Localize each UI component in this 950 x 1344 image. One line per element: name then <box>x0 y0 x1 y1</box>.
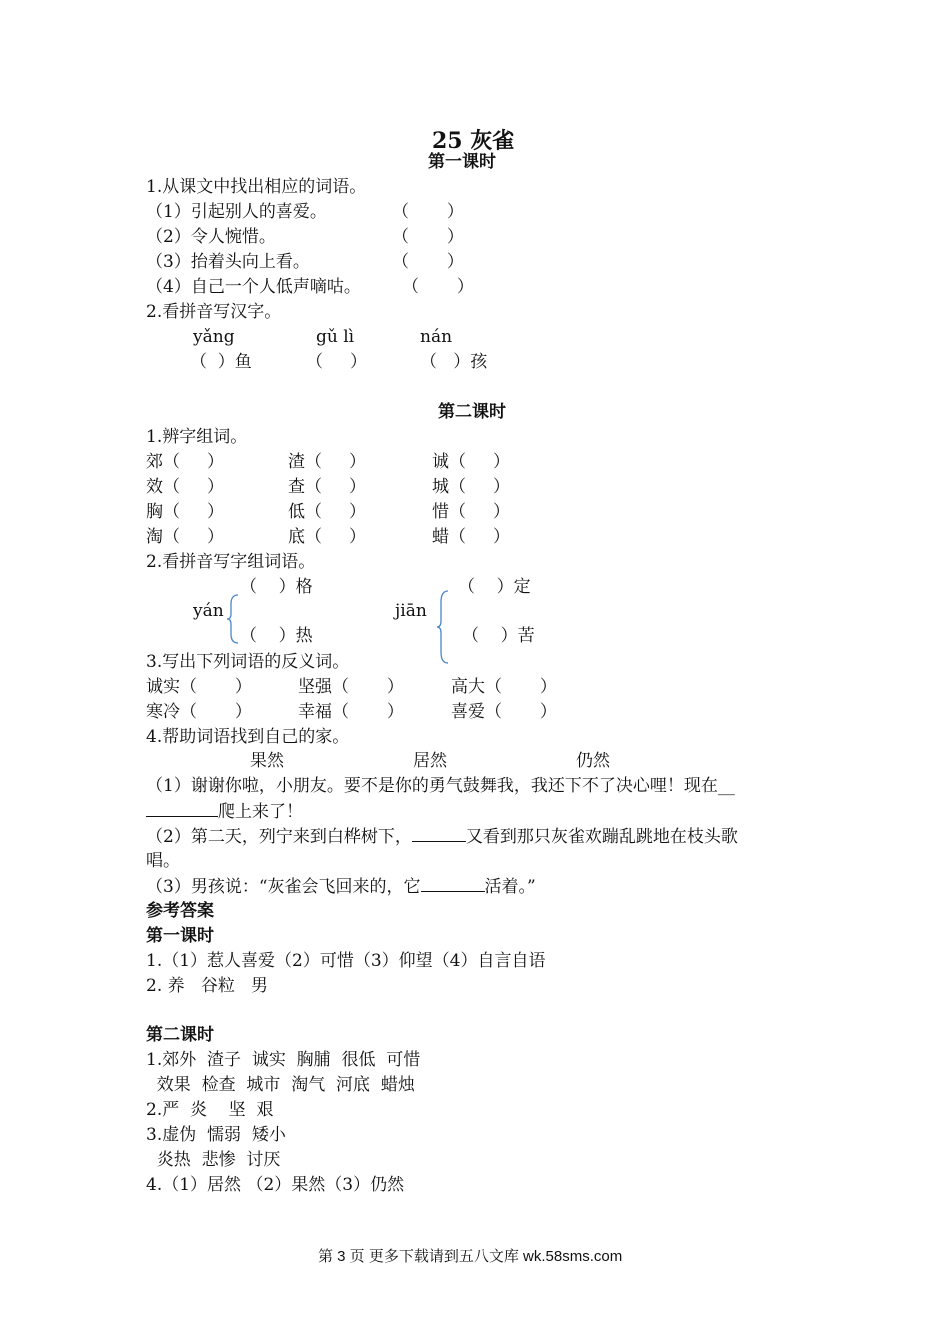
pinyin: nán <box>420 327 453 347</box>
answer-line: 1.（1）惹人喜爱（2）可惜（3）仰望（4）自言自语 <box>146 951 546 971</box>
answer-blank: （ ） <box>392 252 464 272</box>
sentence-1: （1）谢谢你啦，小朋友。要不是你的勇气鼓舞我，我还下不了决心哩！现在__ <box>146 776 735 796</box>
pinyin: yán <box>193 601 224 621</box>
char: 底 <box>288 527 305 547</box>
char: 惜 <box>432 502 449 522</box>
pinyin-blank: （ ） <box>306 352 368 372</box>
page-title: 25 灰雀 <box>432 128 515 154</box>
char-cell <box>146 476 224 498</box>
group-top: （ ）格 <box>240 577 313 597</box>
group-bottom: （ ）热 <box>240 626 313 646</box>
answer-blank: （ ） <box>449 527 511 547</box>
sentence-3: （3）男孩说：“灰雀会飞回来的，它 活着。” <box>146 877 536 897</box>
answer-line: 2.严 炎 坚 艰 <box>146 1100 274 1120</box>
char-cell <box>432 451 510 473</box>
answer-line: 4.（1）居然 （2）果然（3）仍然 <box>146 1175 405 1195</box>
char: 查 <box>288 477 305 497</box>
l1-q1-item: （3）抬着头向上看。 <box>146 252 310 272</box>
group-top: （ ）定 <box>458 577 531 597</box>
answer-blank: （ ） <box>305 477 367 497</box>
char: 淘 <box>146 527 163 547</box>
answer-blank: （ ） <box>402 277 474 297</box>
fill-blank <box>412 825 466 842</box>
fill-blank <box>421 875 485 892</box>
char: 低 <box>288 502 305 522</box>
pinyin: yǎng <box>193 327 235 347</box>
answers-heading: 参考答案 <box>146 901 214 921</box>
answers-lesson1: 第一课时 <box>146 926 214 946</box>
brace-icon <box>226 594 240 644</box>
word-bank-item: 果然 <box>250 751 284 771</box>
char-cell <box>432 501 510 523</box>
antonym-cell: 坚强（ ） <box>298 677 404 697</box>
char-cell <box>288 526 366 548</box>
answer-blank: （ ） <box>163 527 225 547</box>
char: 城 <box>432 477 449 497</box>
antonym-cell: 诚实（ ） <box>146 677 252 697</box>
answer-blank: （ ） <box>449 452 511 472</box>
answer-blank: （ ） <box>449 477 511 497</box>
char-cell <box>288 451 366 473</box>
answer-blank: （ ） <box>392 202 464 222</box>
char-cell <box>288 476 366 498</box>
char-cell <box>146 451 224 473</box>
pinyin: jiān <box>395 601 427 621</box>
l1-question-1: 1.从课文中找出相应的词语。 <box>146 177 367 197</box>
char: 渣 <box>288 452 305 472</box>
char: 蜡 <box>432 527 449 547</box>
answer-blank: （ ） <box>305 502 367 522</box>
char-cell <box>432 476 510 498</box>
lesson1-heading: 第一课时 <box>428 152 496 172</box>
l2-question-4: 4.帮助词语找到自己的家。 <box>146 727 350 747</box>
sentence-1-cont: 爬上来了！ <box>146 800 303 823</box>
word-bank-item: 仍然 <box>576 751 610 771</box>
answer-blank: （ ） <box>305 527 367 547</box>
lesson2-heading: 第二课时 <box>438 402 506 422</box>
answers-lesson2: 第二课时 <box>146 1025 214 1045</box>
answer-line: 效果 检查 城市 淘气 河底 蜡烛 <box>146 1075 415 1095</box>
antonym-cell: 寒冷（ ） <box>146 702 252 722</box>
pinyin: gǔ lì <box>316 327 355 347</box>
char: 郊 <box>146 452 163 472</box>
answer-blank: （ ） <box>392 227 464 247</box>
antonym-cell: 高大（ ） <box>451 677 557 697</box>
char-cell <box>146 501 224 523</box>
char: 胸 <box>146 502 163 522</box>
answer-blank: （ ） <box>163 452 225 472</box>
answer-blank: （ ） <box>305 452 367 472</box>
answer-blank: （ ） <box>449 502 511 522</box>
answer-line: 炎热 悲惨 讨厌 <box>146 1150 281 1170</box>
answer-line: 3.虚伪 懦弱 矮小 <box>146 1125 286 1145</box>
antonym-cell: 幸福（ ） <box>298 702 404 722</box>
sentence-2: （2）第二天，列宁来到白桦树下， 又看到那只灰雀欢蹦乱跳地在枝头歌 <box>146 827 738 847</box>
char-cell <box>432 526 510 548</box>
l1-q1-item: （2）令人惋惜。 <box>146 227 276 247</box>
l2-question-1: 1.辨字组词。 <box>146 427 248 447</box>
char-cell <box>288 501 366 523</box>
group-bottom: （ ）苦 <box>462 626 535 646</box>
l1-q1-item: （4）自己一个人低声嘀咕。 <box>146 277 361 297</box>
sentence-2-cont: 唱。 <box>146 851 180 871</box>
brace-icon <box>436 590 450 664</box>
char-cell <box>146 526 224 548</box>
antonym-cell: 喜爱（ ） <box>451 702 557 722</box>
pinyin-blank: （ ）孩 <box>420 352 488 372</box>
word-bank-item: 居然 <box>413 751 447 771</box>
l2-question-2: 2.看拼音写字组词语。 <box>146 552 316 572</box>
char: 效 <box>146 477 163 497</box>
l1-question-2: 2.看拼音写汉字。 <box>146 302 282 322</box>
answer-line: 2. 养 谷粒 男 <box>146 976 269 996</box>
answer-blank: （ ） <box>163 477 225 497</box>
l1-q1-item: （1）引起别人的喜爱。 <box>146 202 327 222</box>
answer-line: 1.郊外 渣子 诚实 胸脯 很低 可惜 <box>146 1050 421 1070</box>
char: 诚 <box>432 452 449 472</box>
l2-question-3: 3.写出下列词语的反义词。 <box>146 652 350 672</box>
answer-blank: （ ） <box>163 502 225 522</box>
page-footer: 第 3 页 更多下载请到五八文库 wk.58sms.com <box>318 1248 623 1265</box>
fill-blank <box>146 800 218 817</box>
pinyin-blank: （ ）鱼 <box>190 352 252 372</box>
